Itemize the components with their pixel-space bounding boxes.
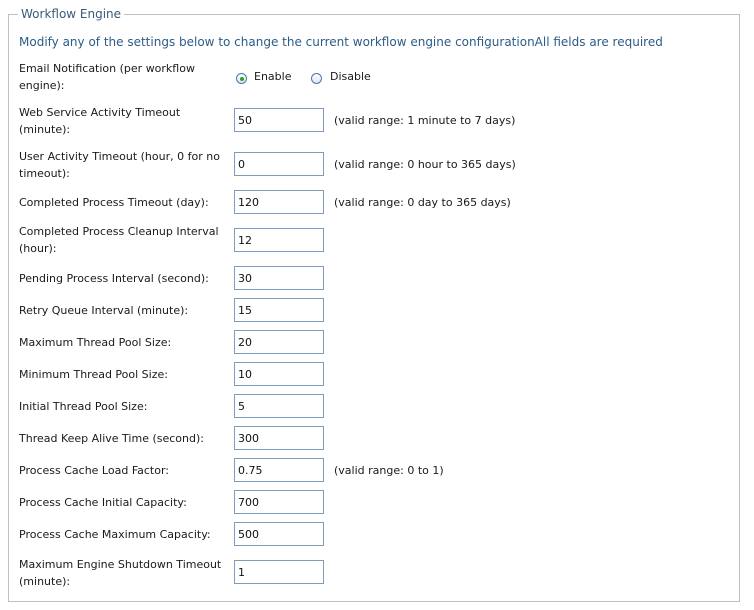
enable-radio[interactable] bbox=[236, 73, 247, 84]
fieldset-legend: Workflow Engine bbox=[18, 6, 124, 22]
cache-max-capacity-input[interactable] bbox=[234, 522, 324, 546]
web-service-timeout-label: Web Service Activity Timeout (minute): bbox=[19, 106, 181, 136]
completed-process-timeout-input[interactable] bbox=[234, 190, 324, 214]
user-activity-timeout-hint: (valid range: 0 hour to 365 days) bbox=[334, 158, 516, 171]
cleanup-interval-input[interactable] bbox=[234, 228, 324, 252]
pending-process-interval-label: Pending Process Interval (second): bbox=[19, 272, 209, 285]
min-thread-pool-label: Minimum Thread Pool Size: bbox=[19, 368, 168, 381]
min-thread-pool-input[interactable] bbox=[234, 362, 324, 386]
enable-radio-label[interactable]: Enable bbox=[254, 70, 292, 83]
retry-queue-interval-label: Retry Queue Interval (minute): bbox=[19, 304, 189, 317]
initial-thread-pool-input[interactable] bbox=[234, 394, 324, 418]
initial-thread-pool-label: Initial Thread Pool Size: bbox=[19, 400, 148, 413]
shutdown-timeout-input[interactable] bbox=[234, 560, 324, 584]
user-activity-timeout-label: User Activity Timeout (hour, 0 for no timeout): bbox=[19, 150, 220, 180]
completed-process-timeout-hint: (valid range: 0 day to 365 days) bbox=[334, 196, 511, 209]
cache-initial-capacity-label: Process Cache Initial Capacity: bbox=[19, 496, 187, 509]
web-service-timeout-input[interactable] bbox=[234, 108, 324, 132]
radio-selected-dot bbox=[240, 77, 244, 81]
keep-alive-time-input[interactable] bbox=[234, 426, 324, 450]
web-service-timeout-hint: (valid range: 1 minute to 7 days) bbox=[334, 114, 516, 127]
shutdown-timeout-label: Maximum Engine Shutdown Timeout (minute): bbox=[19, 558, 222, 588]
cleanup-interval-label: Completed Process Cleanup Interval (hour): bbox=[19, 225, 219, 255]
disable-radio[interactable] bbox=[311, 73, 322, 84]
user-activity-timeout-input[interactable] bbox=[234, 152, 324, 176]
max-thread-pool-label: Maximum Thread Pool Size: bbox=[19, 336, 172, 349]
cache-load-factor-input[interactable] bbox=[234, 458, 324, 482]
retry-queue-interval-input[interactable] bbox=[234, 298, 324, 322]
completed-process-timeout-label: Completed Process Timeout (day): bbox=[19, 196, 209, 209]
cache-load-factor-hint: (valid range: 0 to 1) bbox=[334, 464, 444, 477]
max-thread-pool-input[interactable] bbox=[234, 330, 324, 354]
email-notification-label: Email Notification (per workflow engine): bbox=[19, 62, 195, 92]
disable-radio-label[interactable]: Disable bbox=[330, 70, 371, 83]
cache-max-capacity-label: Process Cache Maximum Capacity: bbox=[19, 528, 211, 541]
keep-alive-time-label: Thread Keep Alive Time (second): bbox=[19, 432, 204, 445]
cache-load-factor-label: Process Cache Load Factor: bbox=[19, 464, 169, 477]
pending-process-interval-input[interactable] bbox=[234, 266, 324, 290]
cache-initial-capacity-input[interactable] bbox=[234, 490, 324, 514]
intro-text: Modify any of the settings below to change the current workflow engine configurationAll fields are required bbox=[19, 35, 663, 49]
